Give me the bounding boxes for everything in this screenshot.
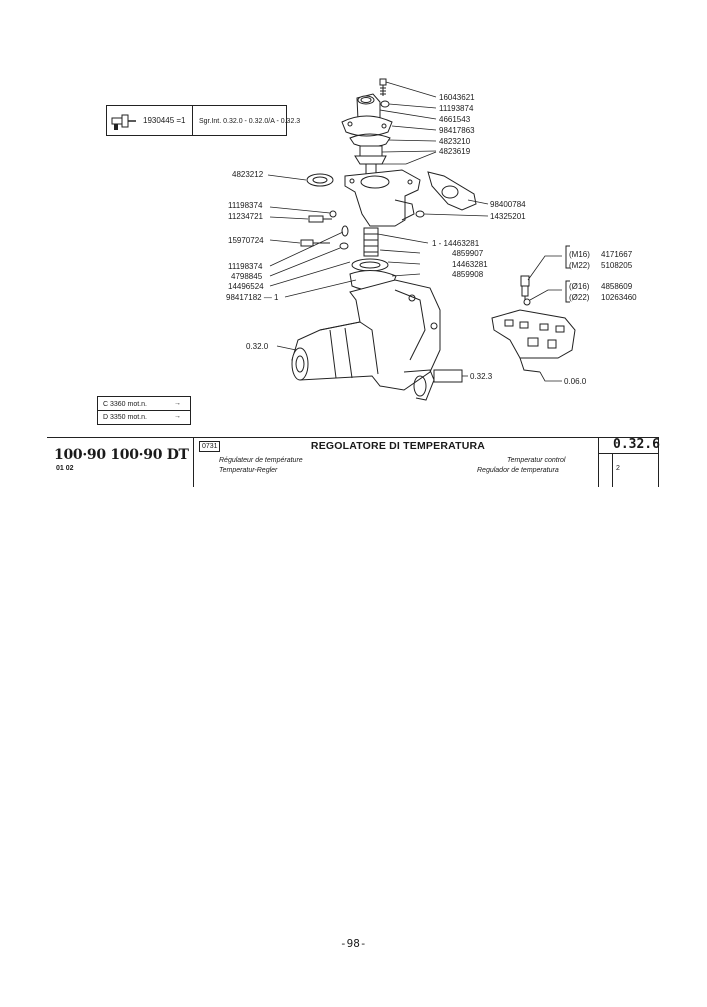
- spec-d16: (Ø16): [569, 282, 590, 291]
- exploded-diagram: [0, 0, 707, 420]
- title-it: REGOLATORE DI TEMPERATURA: [310, 440, 486, 452]
- bellows-icon: [364, 228, 378, 256]
- part-15970724: 15970724: [228, 236, 264, 245]
- thermostat-housing-icon: [345, 170, 420, 226]
- part-4823212: 4823212: [232, 170, 264, 179]
- part-4859908: 4859908: [452, 270, 484, 279]
- gasket-right-icon: [428, 172, 476, 210]
- ref-0-32-3: 0.32.3: [470, 372, 493, 381]
- section-number: 0.32.6: [613, 437, 660, 452]
- title-block: [47, 437, 659, 487]
- title-fr: Régulateur de température: [219, 457, 303, 464]
- bolt-top-icon: [380, 79, 386, 96]
- model-title: 100·90 100·90 DT: [54, 447, 189, 463]
- applicability-note: Sgr.Int. 0.32.0 - 0.32.0/A - 0.32.3: [199, 118, 301, 125]
- part-4823210: 4823210: [439, 137, 471, 146]
- part-4798845: 4798845: [231, 272, 263, 281]
- oring-icon: [307, 174, 333, 186]
- part-11198374-lower: 11198374: [228, 262, 263, 271]
- code-d22: 10263460: [601, 293, 637, 302]
- part-14496524: 14496524: [228, 282, 264, 291]
- code-box: 0731: [199, 441, 220, 452]
- title-de: Temperatur-Regler: [219, 467, 278, 474]
- spec-d22: (Ø22): [569, 293, 590, 302]
- water-pump-icon: [292, 280, 440, 400]
- part-14325201: 14325201: [490, 212, 526, 221]
- part-16043621: 16043621: [439, 93, 475, 102]
- bolt-left-upper-icon: [309, 216, 332, 222]
- part-11198374-upper: 11198374: [228, 201, 263, 210]
- gasket-lower-icon: [352, 259, 388, 271]
- part-98400784: 98400784: [490, 200, 526, 209]
- edition-date: 01 02: [56, 465, 74, 472]
- spec-m22: (M22): [569, 261, 590, 270]
- title-es: Regulador de temperatura: [477, 467, 559, 474]
- serial-row-d: D 3350 mot.n.: [103, 414, 147, 421]
- arrow-right-icon: →: [174, 400, 181, 407]
- sensor-icon: [521, 276, 530, 305]
- title-en: Temperatur control: [507, 457, 566, 464]
- part-4823619: 4823619: [439, 147, 471, 156]
- serial-row-c: C 3360 mot.n.: [103, 401, 147, 408]
- code-m22: 5108205: [601, 261, 633, 270]
- outlet-housing-icon: [342, 94, 392, 136]
- page-small: 2: [616, 465, 620, 472]
- ref-0-32-0: 0.32.0: [246, 342, 269, 351]
- part-4661543: 4661543: [439, 115, 471, 124]
- part-98417863: 98417863: [439, 126, 475, 135]
- part-11193874: 11193874: [439, 104, 474, 113]
- part-11234721: 11234721: [228, 212, 263, 221]
- washer-top-icon: [381, 101, 389, 107]
- code-d16: 4858609: [601, 282, 633, 291]
- spec-m16: (M16): [569, 250, 590, 259]
- part-98417182: 98417182 — 1: [226, 293, 279, 302]
- thermostat-icon: [355, 146, 386, 174]
- code-m16: 4171667: [601, 250, 633, 259]
- part-14463281: 14463281: [452, 260, 488, 269]
- arrow-right-icon: →: [174, 413, 181, 420]
- plug-icon: [416, 211, 424, 217]
- pipe-stub-icon: [434, 370, 462, 382]
- cylinder-head-icon: [492, 310, 575, 372]
- ref-0-06-0: 0.06.0: [564, 377, 587, 386]
- serial-box: [97, 396, 191, 425]
- part-14463281-qty: 1 - 14463281: [432, 239, 480, 248]
- applicability-part: 1930445 =1: [143, 116, 186, 125]
- page-number: -98-: [340, 937, 367, 950]
- part-4859907: 4859907: [452, 249, 484, 258]
